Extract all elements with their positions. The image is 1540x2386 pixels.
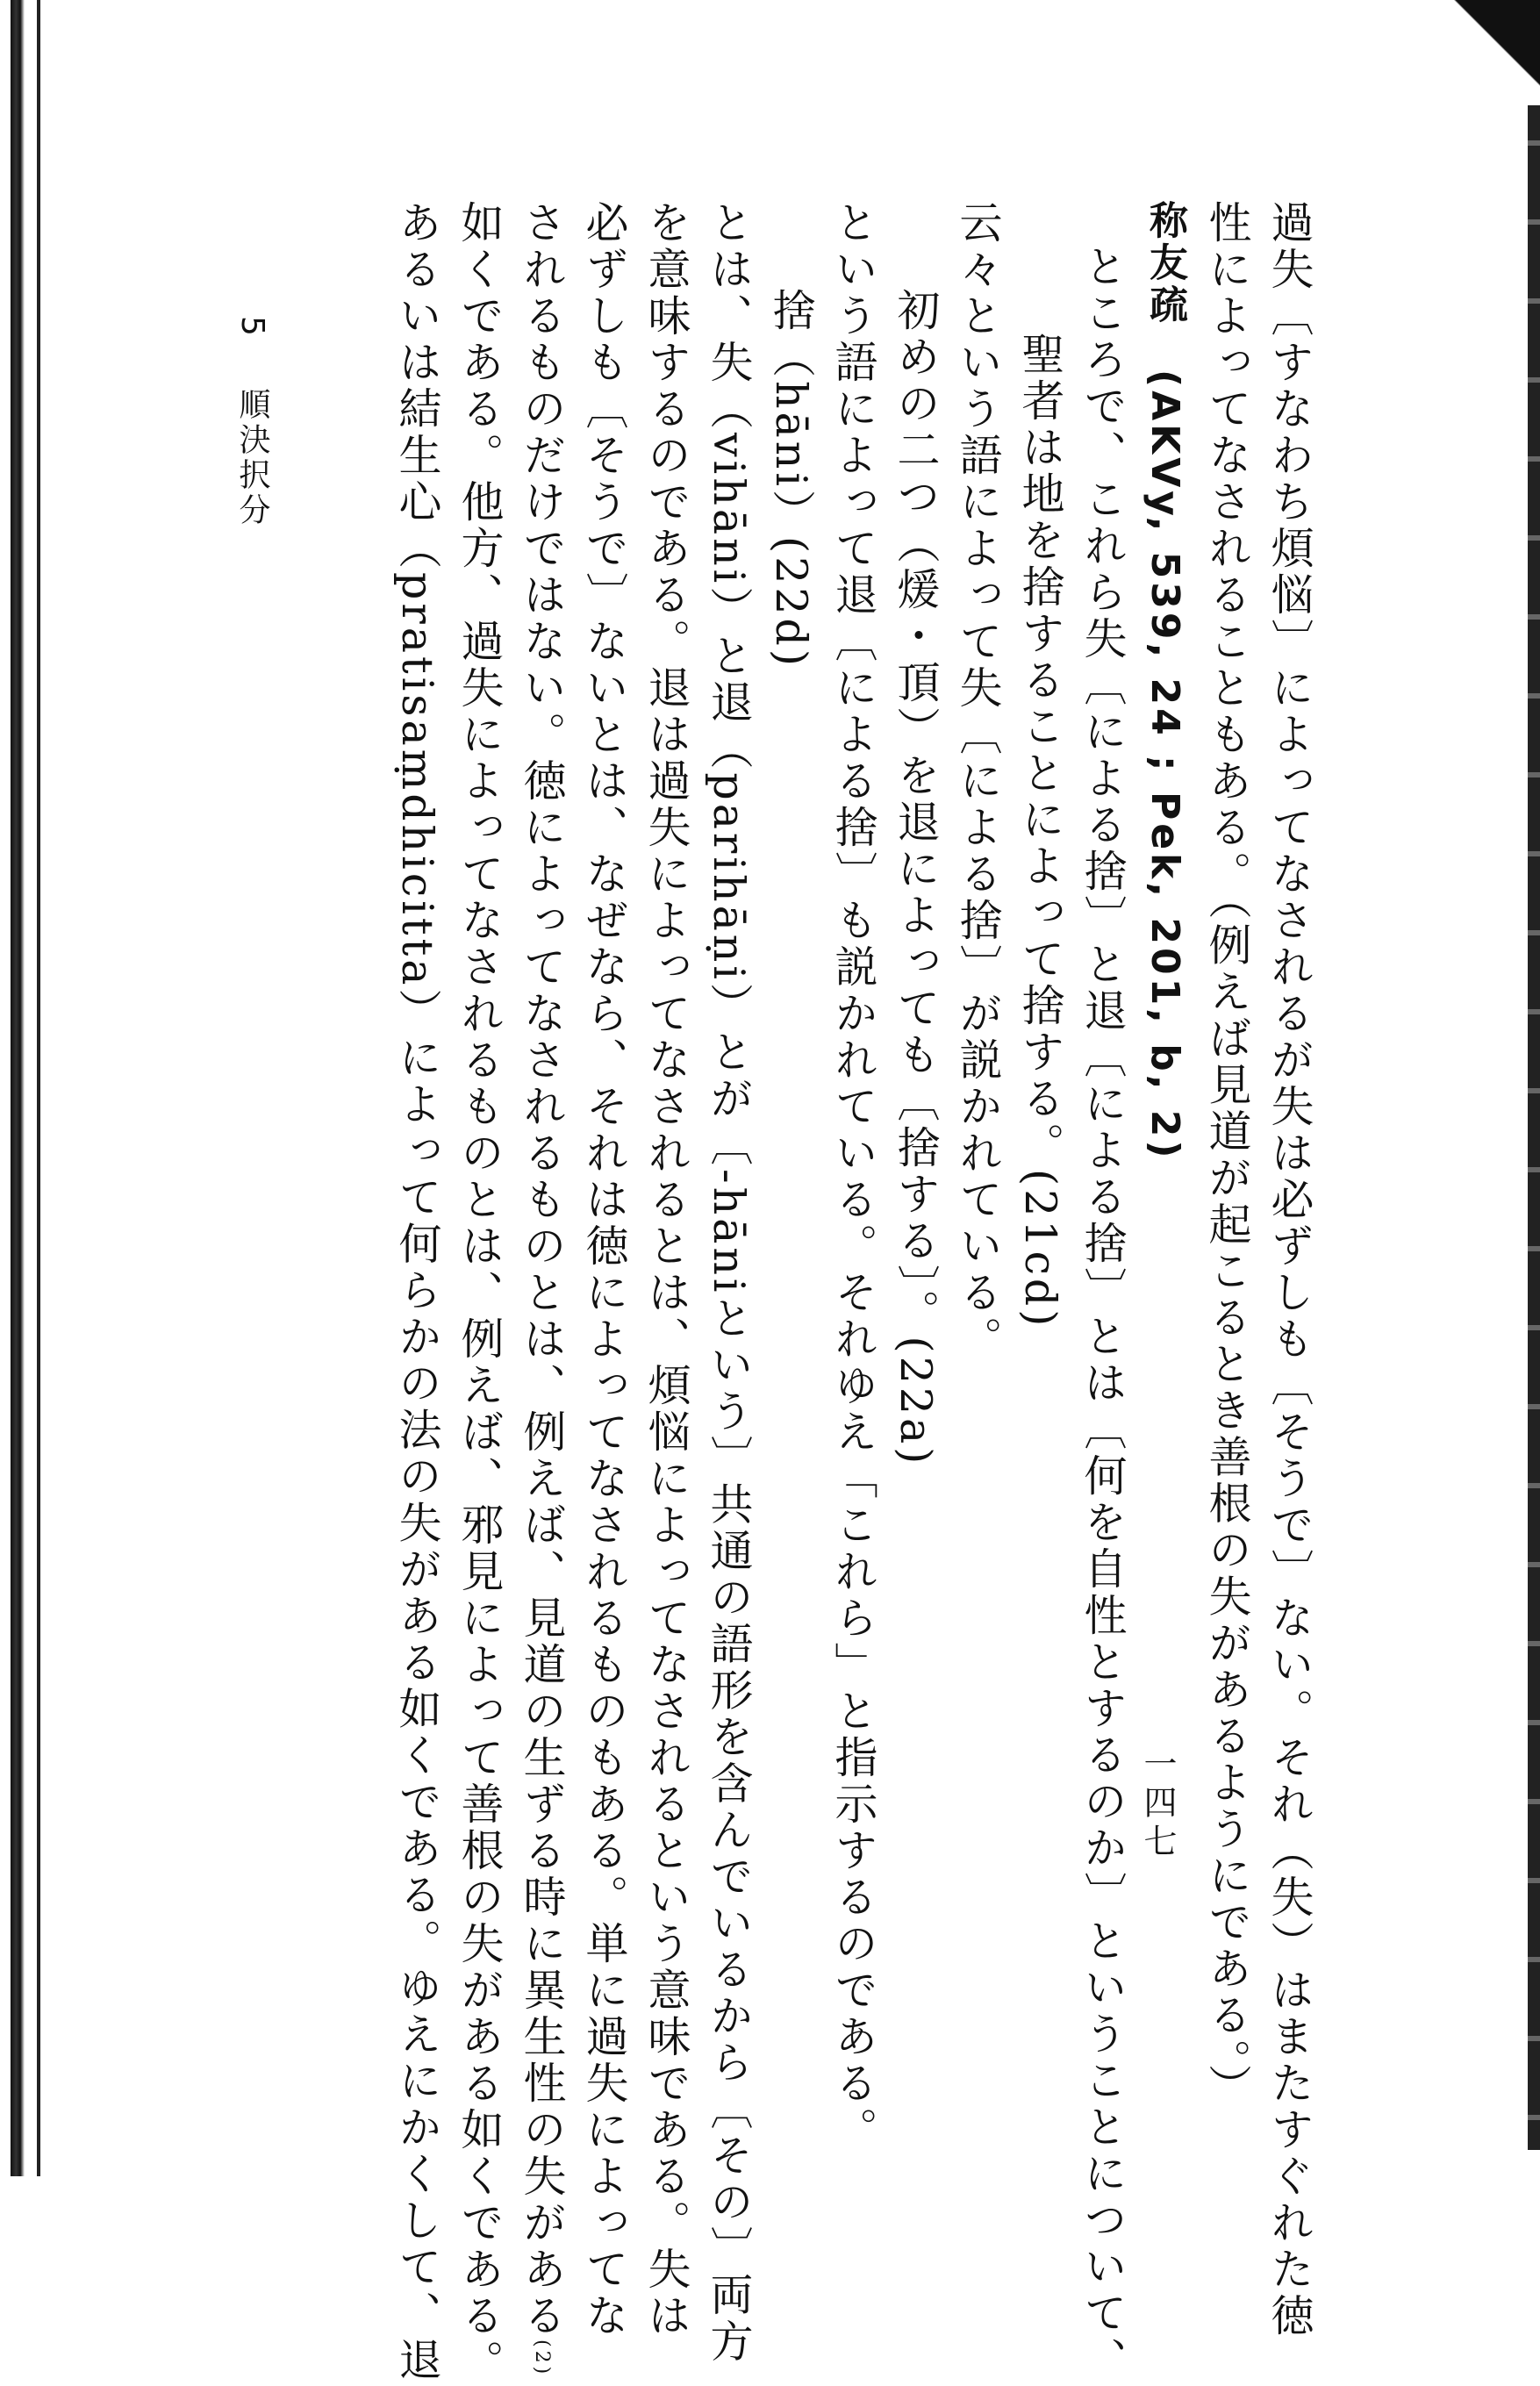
book-spine-shadow: [11, 0, 25, 2176]
verse-line-1: 聖者は地を捨することによって捨する。(21cd): [1015, 332, 1065, 1330]
text-line-2: 性によってなされることもある。（例えば見道が起こるとき善根の失があるようにである。）: [1202, 200, 1252, 2110]
commentary-title: 称友疏: [1142, 200, 1187, 326]
text-line-10: 如くである。他方、過失によってなされるものとは、例えば、邪見によって善根の失がある如くである。: [455, 200, 505, 2386]
footnote-marker: (2): [531, 2339, 553, 2378]
chapter-number: 5: [234, 316, 270, 340]
running-footer: [230, 316, 275, 528]
commentary-reference: (AKVy, 539, 24 ; Pek, 201, b, 2): [1142, 369, 1187, 1162]
text-line-4: 云々という語によって失〔による捨〕が説かれている。: [953, 200, 1003, 1363]
text-line-5: という語によって退〔による捨〕も説かれている。それゆえ「これら」と指示するのである。: [828, 200, 878, 2153]
verse-line-2: 初めの二つ（煖・頂）を退によっても〔捨する〕。(22a): [891, 288, 941, 1468]
text-line-3: ところで、これら失〔による捨〕と退〔による捨〕とは〔何を自性とするのか〕ということについて、: [1078, 244, 1128, 2383]
text-line-9-body: されるものだけではない。徳によってなされるものとは、例えば、見道の生ずる時に異生性の失がある: [517, 200, 567, 2339]
text-line-1: 過失〔すなわち煩悩〕によってなされるが失は必ずしも〔そうで〕ない。それ（失）はまたすぐれた徳: [1264, 200, 1314, 2339]
book-spine-line: [37, 0, 40, 2176]
page-edge-shadow: [1528, 105, 1540, 2150]
text-line-6: とは、失（vihāni）と退（parihāṇi）とが〔-hāniという〕共通の語形を含んでいるから〔その〕両方: [704, 200, 754, 2366]
commentary-heading: [1134, 200, 1196, 1964]
verse-line-3: 捨（hāni）(22d): [766, 288, 816, 670]
text-line-9: [511, 200, 573, 2378]
text-line-8: 必ずしも〔そうで〕ないとは、なぜなら、それは徳によってなされるものもある。単に過失によってな: [579, 200, 629, 2339]
chapter-title: 順決択分: [234, 387, 270, 528]
text-line-7: を意味するのである。退は過失によってなされるとは、煩悩によってなされるという意味である。失は: [641, 200, 691, 2339]
scan-corner-shadow: [1435, 0, 1540, 105]
page-number: 一四七: [1138, 1746, 1177, 1862]
text-line-11: あるいは結生心（pratisaṃdhicitta）によって何らかの法の失がある如くである。ゆえにかくして、退: [392, 200, 442, 2384]
main-text: [180, 200, 1321, 2386]
